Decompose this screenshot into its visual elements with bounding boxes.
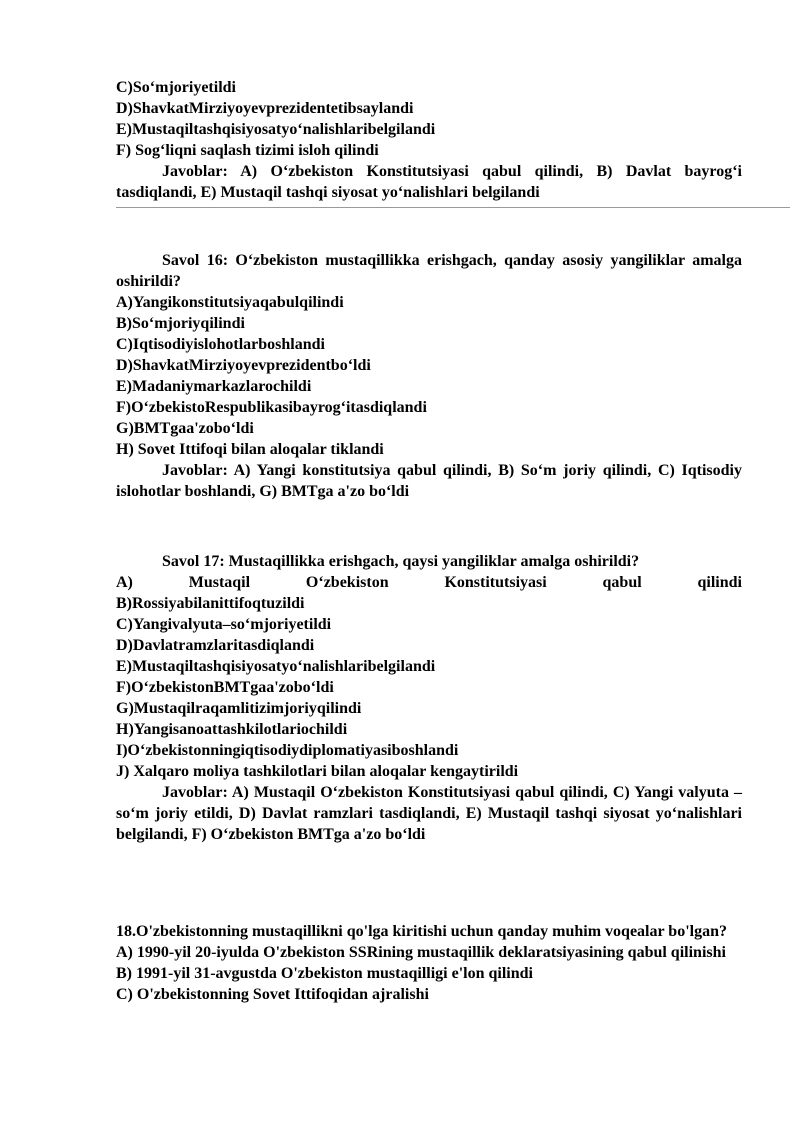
option-b: B) 1991-yil 31-avgustda O'zbekiston mustaqilligi e'lon qilindi xyxy=(116,965,533,982)
answer-text: Javoblar: A) O‘zbekiston Konstitutsiyasi qabul qilindi, B) Davlat bayrog‘i tasdiqlandi, E) Mustaqil tashqi siyosat yo‘nalishlari belgilandi xyxy=(116,163,742,201)
answer-text: Javoblar: A) Mustaqil O‘zbekiston Konstitutsiyasi qabul qilindi, C) Yangi valyuta – so‘m joriy etildi, D) Davlat ramzlari tasdiqlandi, E) Mustaqil tashqi siyosat yo‘nalishlari belgilandi, F) O‘zbekiston BMTga a'zo bo‘ldi xyxy=(116,784,742,843)
option-f: F)O‘zbekistoRespublikasibayrog‘itasdiqlandi xyxy=(116,399,427,416)
option-c: C)Iqtisodiyislohotlarboshlandi xyxy=(116,336,325,353)
option-g: G)Mustaqilraqamlitizimjoriyqilindi xyxy=(116,700,362,717)
section-divider xyxy=(116,207,790,208)
question-17 xyxy=(116,551,742,845)
option-b: B)So‘mjoriyqilindi xyxy=(116,315,245,332)
option-a: A)Yangikonstitutsiyaqabulqilindi xyxy=(116,294,344,311)
question-text: Savol 16: O‘zbekiston mustaqillikka erishgach, qanday asosiy yangiliklar amalga oshirildi? xyxy=(116,252,742,290)
question-16 xyxy=(116,250,742,502)
option-e: E)Mustaqiltashqisiyosatyo‘nalishlaribelgilandi xyxy=(116,658,436,675)
option-e: E)Madaniymarkazlarochildi xyxy=(116,378,312,395)
option-f: F) Sog‘liqni saqlash tizimi isloh qilindi xyxy=(116,142,379,159)
option-a: A) 1990-yil 20-iyulda O'zbekiston SSRining mustaqillik deklaratsiyasining qabul qilinishi xyxy=(116,944,726,961)
option-b: B)Rossiyabilanittifoqtuzildi xyxy=(116,595,305,612)
option-h: H) Sovet Ittifoqi bilan aloqalar tiklandi xyxy=(116,441,384,458)
option-g: G)BMTgaa'zobo‘ldi xyxy=(116,420,254,437)
option-c: C)So‘mjoriyetildi xyxy=(116,79,236,96)
option-j: J) Xalqaro moliya tashkilotlari bilan aloqalar kengaytirildi xyxy=(116,763,519,780)
question-18 xyxy=(116,921,742,1005)
option-d: D)Davlatramzlaritasdiqlandi xyxy=(116,637,315,654)
option-c: C)Yangivalyuta–so‘mjoriyetildi xyxy=(116,616,332,633)
option-f: F)O‘zbekistonBMTgaa'zobo‘ldi xyxy=(116,679,334,696)
question-text: Savol 17: Mustaqillikka erishgach, qaysi yangiliklar amalga oshirildi? xyxy=(162,553,640,570)
option-d: D)ShavkatMirziyoyevprezidentbo‘ldi xyxy=(116,357,371,374)
option-e: E)Mustaqiltashqisiyosatyo‘nalishlaribelgilandi xyxy=(116,121,436,138)
answer-text: Javoblar: A) Yangi konstitutsiya qabul qilindi, B) So‘m joriy qilindi, C) Iqtisodiy islohotlar boshlandi, G) BMTga a'zo bo‘ldi xyxy=(116,462,742,500)
question-text: 18.O'zbekistonning mustaqillikni qo'lga kiritishi uchun qanday muhim voqealar bo'lgan? xyxy=(116,923,727,940)
option-h: H)Yangisanoattashkilotlariochildi xyxy=(116,721,348,738)
previous-question-tail xyxy=(116,77,742,203)
option-i: I)O‘zbekistonningiqtisodiydiplomatiyasiboshlandi xyxy=(116,742,459,759)
option-c: C) O'zbekistonning Sovet Ittifoqidan ajralishi xyxy=(116,986,429,1003)
option-d: D)ShavkatMirziyoyevprezidentetibsaylandi xyxy=(116,100,414,117)
option-a: A) Mustaqil O‘zbekiston Konstitutsiyasi qabul qilindi xyxy=(116,574,742,591)
